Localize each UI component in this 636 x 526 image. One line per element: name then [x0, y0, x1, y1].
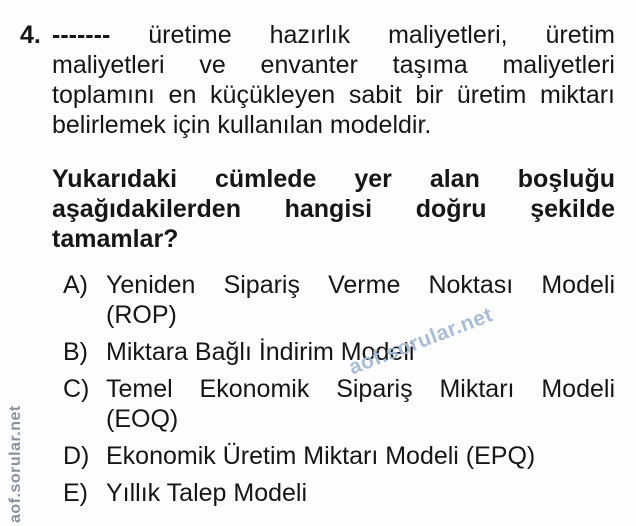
blank-dashes: -------: [52, 21, 111, 49]
question-body-line-1: [52, 20, 615, 50]
answer-option-a: [63, 270, 615, 330]
question-body: [52, 20, 615, 140]
question-body-line-3: toplamını en küçükleyen sabit bir üretim miktarı: [52, 81, 615, 109]
options-list: [63, 270, 615, 515]
question-number: 4.: [20, 21, 41, 49]
option-letter: A): [63, 271, 88, 299]
option-line: Miktara Bağlı İndirim Modeli: [106, 338, 415, 366]
sidebar-watermark-text: aof.sorular.net: [7, 405, 24, 523]
option-line: Ekonomik Üretim Miktarı Modeli (EPQ): [106, 442, 536, 470]
question-prompt-line-1: Yukarıdaki cümlede yer alan boşluğu: [52, 165, 615, 193]
option-line: Yeniden Sipariş Verme Noktası Modeli: [106, 271, 615, 299]
option-line: (ROP): [106, 301, 177, 329]
option-letter: C): [63, 375, 90, 403]
option-text: [106, 270, 615, 330]
option-line: Yıllık Talep Modeli: [106, 479, 308, 507]
answer-option-e: [63, 478, 615, 508]
option-line: Temel Ekonomik Sipariş Miktarı Modeli: [106, 375, 615, 403]
answer-option-d: [63, 441, 615, 471]
option-line: (EOQ): [106, 405, 179, 433]
question-body-line-4: belirlemek için kullanılan modeldir.: [52, 111, 432, 139]
answer-option-c: [63, 374, 615, 434]
question-prompt-line-2: aşağıdakilerden hangisi doğru şekilde: [52, 195, 615, 223]
diagonal-watermark-text: aof.sorular.net: [345, 303, 497, 380]
answer-option-b: [63, 337, 615, 367]
question-body-line-2: maliyetleri ve envanter taşıma maliyetleri: [52, 51, 615, 79]
option-letter: B): [63, 338, 88, 366]
question-body-line-1-text: üretime hazırlık maliyetleri, üretim: [148, 21, 615, 49]
question-prompt: [52, 164, 615, 254]
option-text: [106, 374, 615, 434]
option-letter: E): [63, 479, 88, 507]
option-text: [106, 478, 615, 508]
question-prompt-line-3: tamamlar?: [52, 225, 179, 253]
option-text: [106, 441, 615, 471]
option-letter: D): [63, 442, 90, 470]
